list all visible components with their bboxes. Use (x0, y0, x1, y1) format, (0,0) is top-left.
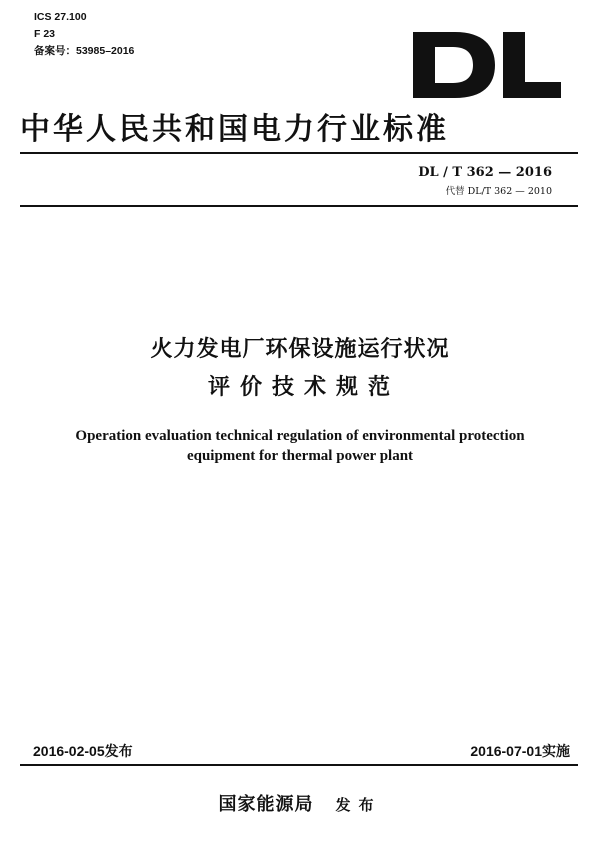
replaced-standard: 代替 DL/T 362 — 2010 (445, 186, 552, 197)
document-title-cn-line1: 火力发电厂环保设施运行状况 (150, 337, 450, 362)
publisher-verb: 发布 (335, 796, 382, 814)
document-title-en-line2: equipment for thermal power plant (186, 448, 414, 464)
ccs-code: F 23 (34, 28, 56, 40)
standard-code: DL / T 362 — 2016 (418, 165, 552, 180)
document-title-cn-line2: 评价技术规范 (207, 375, 400, 400)
dl-logo (405, 30, 565, 100)
filing-number: 备案号：53985–2016 (34, 45, 135, 57)
effective-date: 2016-07-01实施 (470, 743, 570, 759)
publisher (0, 790, 600, 816)
publisher-org: 国家能源局 (218, 794, 314, 815)
issue-date: 2016-02-05发布 (33, 743, 133, 759)
document-title-en-line1: Operation evaluation technical regulation of environmental protection (75, 428, 525, 444)
standard-category-title: 中华人民共和国电力行业标准 (20, 112, 449, 147)
top-divider (20, 152, 578, 154)
footer-divider (20, 764, 578, 766)
ics-code: ICS 27.100 (34, 11, 87, 23)
header-divider (20, 205, 578, 207)
